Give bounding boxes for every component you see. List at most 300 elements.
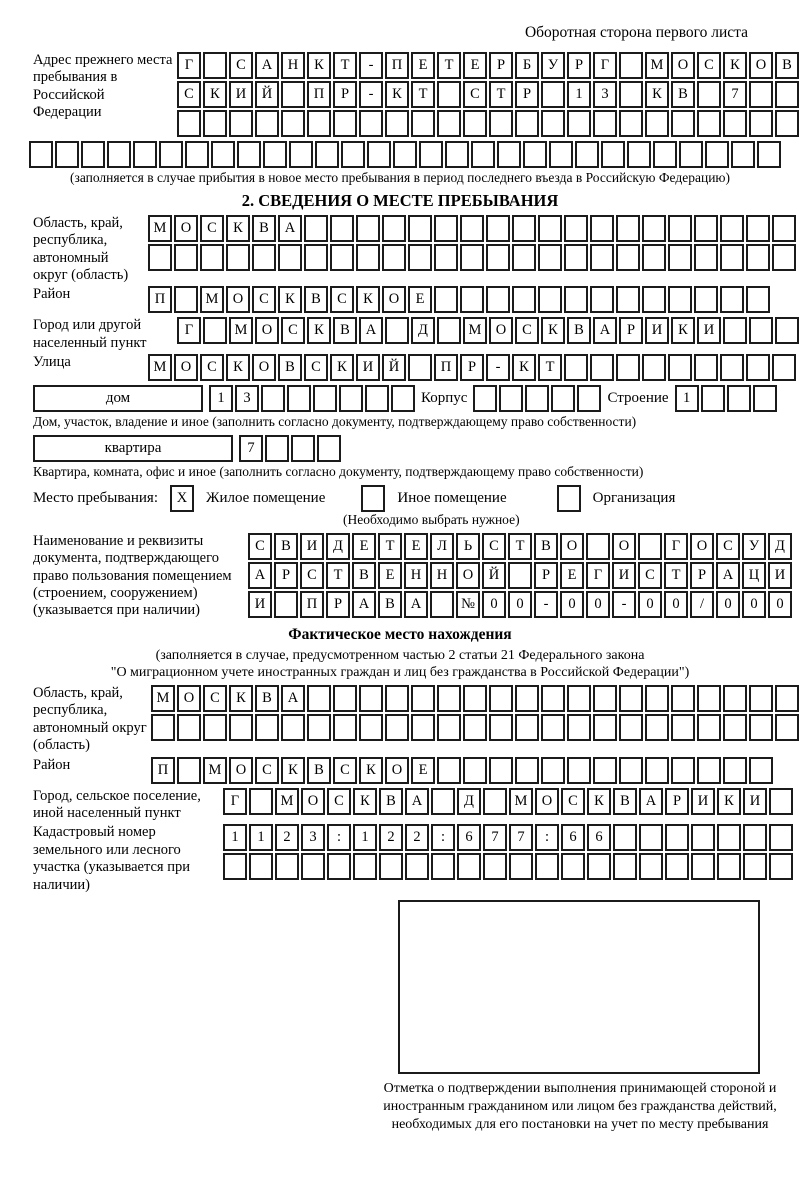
char-cell[interactable]: [463, 714, 487, 741]
char-cell[interactable]: С: [482, 533, 506, 560]
char-cell[interactable]: С: [203, 685, 227, 712]
char-cell[interactable]: С: [252, 286, 276, 313]
char-cell[interactable]: [411, 714, 435, 741]
char-cell[interactable]: [749, 685, 773, 712]
char-cell[interactable]: [317, 435, 341, 462]
char-cell[interactable]: [665, 824, 689, 851]
char-cell[interactable]: А: [716, 562, 740, 589]
char-cell[interactable]: [535, 853, 559, 880]
char-cell[interactable]: Й: [482, 562, 506, 589]
char-cell[interactable]: [489, 685, 513, 712]
char-cell[interactable]: У: [541, 52, 565, 79]
char-cell[interactable]: [619, 685, 643, 712]
char-cell[interactable]: [473, 385, 497, 412]
char-cell[interactable]: С: [177, 81, 201, 108]
char-cell[interactable]: [515, 757, 539, 784]
char-cell[interactable]: В: [352, 562, 376, 589]
char-cell[interactable]: [385, 685, 409, 712]
char-cell[interactable]: [723, 685, 747, 712]
char-cell[interactable]: О: [255, 317, 279, 344]
char-cell[interactable]: [593, 714, 617, 741]
char-cell[interactable]: Е: [378, 562, 402, 589]
char-cell[interactable]: [694, 244, 718, 271]
char-cell[interactable]: [772, 215, 796, 242]
char-cell[interactable]: В: [613, 788, 637, 815]
char-cell[interactable]: 7: [509, 824, 533, 851]
char-cell[interactable]: [538, 215, 562, 242]
char-cell[interactable]: [301, 853, 325, 880]
char-cell[interactable]: [694, 215, 718, 242]
char-cell[interactable]: [749, 110, 773, 137]
char-cell[interactable]: О: [382, 286, 406, 313]
char-cell[interactable]: К: [307, 52, 331, 79]
char-cell[interactable]: В: [775, 52, 799, 79]
char-cell[interactable]: А: [639, 788, 663, 815]
char-cell[interactable]: [483, 853, 507, 880]
char-cell[interactable]: 3: [301, 824, 325, 851]
char-cell[interactable]: Д: [768, 533, 792, 560]
char-cell[interactable]: [29, 141, 53, 168]
char-cell[interactable]: К: [226, 354, 250, 381]
char-cell[interactable]: [281, 110, 305, 137]
char-cell[interactable]: [133, 141, 157, 168]
char-cell[interactable]: Г: [177, 52, 201, 79]
char-cell[interactable]: [200, 244, 224, 271]
char-cell[interactable]: [356, 215, 380, 242]
char-cell[interactable]: 3: [235, 385, 259, 412]
char-cell[interactable]: [353, 853, 377, 880]
char-cell[interactable]: [408, 354, 432, 381]
char-cell[interactable]: Ц: [742, 562, 766, 589]
char-cell[interactable]: [177, 110, 201, 137]
char-cell[interactable]: [359, 714, 383, 741]
char-cell[interactable]: [561, 853, 585, 880]
char-cell[interactable]: 6: [587, 824, 611, 851]
char-cell[interactable]: С: [333, 757, 357, 784]
char-cell[interactable]: А: [255, 52, 279, 79]
char-cell[interactable]: 1: [209, 385, 233, 412]
char-cell[interactable]: А: [248, 562, 272, 589]
char-cell[interactable]: [499, 385, 523, 412]
char-cell[interactable]: И: [691, 788, 715, 815]
char-cell[interactable]: К: [229, 685, 253, 712]
char-cell[interactable]: [265, 435, 289, 462]
char-cell[interactable]: [564, 354, 588, 381]
char-cell[interactable]: [769, 853, 793, 880]
char-cell[interactable]: К: [717, 788, 741, 815]
char-cell[interactable]: Т: [411, 81, 435, 108]
char-cell[interactable]: 1: [675, 385, 699, 412]
char-cell[interactable]: А: [593, 317, 617, 344]
char-cell[interactable]: [679, 141, 703, 168]
char-cell[interactable]: К: [281, 757, 305, 784]
char-cell[interactable]: С: [716, 533, 740, 560]
char-cell[interactable]: П: [434, 354, 458, 381]
char-cell[interactable]: [642, 354, 666, 381]
char-cell[interactable]: [330, 215, 354, 242]
char-cell[interactable]: Й: [255, 81, 279, 108]
char-cell[interactable]: 2: [379, 824, 403, 851]
char-cell[interactable]: Р: [619, 317, 643, 344]
char-cell[interactable]: [642, 215, 666, 242]
char-cell[interactable]: [590, 286, 614, 313]
char-cell[interactable]: А: [404, 591, 428, 618]
char-cell[interactable]: [107, 141, 131, 168]
char-cell[interactable]: И: [248, 591, 272, 618]
char-cell[interactable]: И: [229, 81, 253, 108]
char-cell[interactable]: [203, 52, 227, 79]
char-cell[interactable]: [639, 824, 663, 851]
char-cell[interactable]: Т: [333, 52, 357, 79]
char-cell[interactable]: [549, 141, 573, 168]
char-cell[interactable]: [431, 788, 455, 815]
char-cell[interactable]: 0: [586, 591, 610, 618]
char-cell[interactable]: И: [612, 562, 636, 589]
char-cell[interactable]: [541, 757, 565, 784]
char-cell[interactable]: [551, 385, 575, 412]
char-cell[interactable]: В: [278, 354, 302, 381]
char-cell[interactable]: [593, 757, 617, 784]
char-cell[interactable]: М: [148, 215, 172, 242]
char-cell[interactable]: Р: [690, 562, 714, 589]
char-cell[interactable]: К: [278, 286, 302, 313]
char-cell[interactable]: [489, 757, 513, 784]
char-cell[interactable]: [775, 110, 799, 137]
char-cell[interactable]: И: [645, 317, 669, 344]
char-cell[interactable]: О: [612, 533, 636, 560]
char-cell[interactable]: [619, 757, 643, 784]
char-cell[interactable]: [434, 244, 458, 271]
char-cell[interactable]: Н: [281, 52, 305, 79]
char-cell[interactable]: [593, 110, 617, 137]
char-cell[interactable]: У: [742, 533, 766, 560]
char-cell[interactable]: 6: [561, 824, 585, 851]
char-cell[interactable]: [668, 354, 692, 381]
char-cell[interactable]: [586, 533, 610, 560]
char-cell[interactable]: [746, 286, 770, 313]
char-cell[interactable]: [642, 244, 666, 271]
char-cell[interactable]: Е: [408, 286, 432, 313]
char-cell[interactable]: Р: [333, 81, 357, 108]
char-cell[interactable]: [437, 714, 461, 741]
char-cell[interactable]: [263, 141, 287, 168]
char-cell[interactable]: [151, 714, 175, 741]
char-cell[interactable]: [743, 853, 767, 880]
char-cell[interactable]: [645, 757, 669, 784]
char-cell[interactable]: К: [587, 788, 611, 815]
char-cell[interactable]: [359, 685, 383, 712]
char-cell[interactable]: П: [148, 286, 172, 313]
char-cell[interactable]: [304, 215, 328, 242]
char-cell[interactable]: [717, 853, 741, 880]
char-cell[interactable]: [642, 286, 666, 313]
char-cell[interactable]: [471, 141, 495, 168]
char-cell[interactable]: К: [203, 81, 227, 108]
char-cell[interactable]: №: [456, 591, 480, 618]
char-cell[interactable]: [437, 317, 461, 344]
char-cell[interactable]: [229, 110, 253, 137]
char-cell[interactable]: [515, 685, 539, 712]
char-cell[interactable]: [749, 714, 773, 741]
char-cell[interactable]: [307, 685, 331, 712]
char-cell[interactable]: [523, 141, 547, 168]
char-cell[interactable]: С: [697, 52, 721, 79]
char-cell[interactable]: С: [229, 52, 253, 79]
char-cell[interactable]: [671, 110, 695, 137]
char-cell[interactable]: [359, 110, 383, 137]
char-cell[interactable]: [307, 714, 331, 741]
char-cell[interactable]: [159, 141, 183, 168]
char-cell[interactable]: М: [200, 286, 224, 313]
char-cell[interactable]: С: [463, 81, 487, 108]
char-cell[interactable]: [330, 244, 354, 271]
char-cell[interactable]: Р: [460, 354, 484, 381]
char-cell[interactable]: [486, 244, 510, 271]
char-cell[interactable]: :: [431, 824, 455, 851]
char-cell[interactable]: Л: [430, 533, 454, 560]
char-cell[interactable]: [434, 215, 458, 242]
char-cell[interactable]: [515, 714, 539, 741]
char-cell[interactable]: П: [307, 81, 331, 108]
char-cell[interactable]: Б: [515, 52, 539, 79]
char-cell[interactable]: [249, 853, 273, 880]
char-cell[interactable]: О: [489, 317, 513, 344]
char-cell[interactable]: Р: [489, 52, 513, 79]
char-cell[interactable]: [668, 244, 692, 271]
char-cell[interactable]: [638, 533, 662, 560]
char-cell[interactable]: [315, 141, 339, 168]
char-cell[interactable]: [237, 141, 261, 168]
char-cell[interactable]: [645, 685, 669, 712]
char-cell[interactable]: [587, 853, 611, 880]
char-cell[interactable]: К: [385, 81, 409, 108]
char-cell[interactable]: [460, 286, 484, 313]
char-cell[interactable]: [430, 591, 454, 618]
char-cell[interactable]: О: [174, 354, 198, 381]
char-cell[interactable]: [229, 714, 253, 741]
char-cell[interactable]: [304, 244, 328, 271]
char-cell[interactable]: [749, 757, 773, 784]
char-cell[interactable]: [333, 714, 357, 741]
char-cell[interactable]: Е: [411, 52, 435, 79]
char-cell[interactable]: [437, 110, 461, 137]
char-cell[interactable]: [486, 215, 510, 242]
char-cell[interactable]: 2: [405, 824, 429, 851]
char-cell[interactable]: 0: [482, 591, 506, 618]
char-cell[interactable]: [645, 714, 669, 741]
char-cell[interactable]: [255, 110, 279, 137]
char-cell[interactable]: 7: [483, 824, 507, 851]
char-cell[interactable]: Г: [593, 52, 617, 79]
char-cell[interactable]: [668, 215, 692, 242]
char-cell[interactable]: [538, 286, 562, 313]
char-cell[interactable]: 0: [508, 591, 532, 618]
char-cell[interactable]: [757, 141, 781, 168]
char-cell[interactable]: [437, 81, 461, 108]
char-cell[interactable]: [275, 853, 299, 880]
char-cell[interactable]: С: [281, 317, 305, 344]
char-cell[interactable]: А: [281, 685, 305, 712]
char-cell[interactable]: [749, 81, 773, 108]
char-cell[interactable]: М: [463, 317, 487, 344]
char-cell[interactable]: [616, 286, 640, 313]
char-cell[interactable]: [541, 685, 565, 712]
char-cell[interactable]: [382, 215, 406, 242]
char-cell[interactable]: [391, 385, 415, 412]
char-cell[interactable]: [575, 141, 599, 168]
char-cell[interactable]: [720, 286, 744, 313]
char-cell[interactable]: О: [226, 286, 250, 313]
char-cell[interactable]: [278, 244, 302, 271]
char-cell[interactable]: [645, 110, 669, 137]
char-cell[interactable]: [489, 110, 513, 137]
char-cell[interactable]: [567, 685, 591, 712]
char-cell[interactable]: [174, 286, 198, 313]
char-cell[interactable]: [327, 853, 351, 880]
char-cell[interactable]: [460, 215, 484, 242]
char-cell[interactable]: [590, 354, 614, 381]
char-cell[interactable]: [577, 385, 601, 412]
char-cell[interactable]: Ь: [456, 533, 480, 560]
char-cell[interactable]: [775, 714, 799, 741]
char-cell[interactable]: Е: [411, 757, 435, 784]
char-cell[interactable]: 6: [457, 824, 481, 851]
char-cell[interactable]: [307, 110, 331, 137]
char-cell[interactable]: [749, 317, 773, 344]
char-cell[interactable]: [281, 714, 305, 741]
char-cell[interactable]: [697, 81, 721, 108]
char-cell[interactable]: О: [385, 757, 409, 784]
char-cell[interactable]: А: [405, 788, 429, 815]
char-cell[interactable]: [743, 824, 767, 851]
char-cell[interactable]: [538, 244, 562, 271]
char-cell[interactable]: Г: [664, 533, 688, 560]
char-cell[interactable]: М: [509, 788, 533, 815]
char-cell[interactable]: [619, 110, 643, 137]
char-cell[interactable]: [619, 714, 643, 741]
char-cell[interactable]: [720, 244, 744, 271]
char-cell[interactable]: [379, 853, 403, 880]
char-cell[interactable]: [281, 81, 305, 108]
char-cell[interactable]: В: [379, 788, 403, 815]
char-cell[interactable]: С: [200, 215, 224, 242]
char-cell[interactable]: 7: [239, 435, 263, 462]
char-cell[interactable]: 0: [638, 591, 662, 618]
char-cell[interactable]: [177, 714, 201, 741]
char-cell[interactable]: 0: [742, 591, 766, 618]
char-cell[interactable]: К: [226, 215, 250, 242]
char-cell[interactable]: [185, 141, 209, 168]
char-cell[interactable]: [460, 244, 484, 271]
char-cell[interactable]: Р: [274, 562, 298, 589]
char-cell[interactable]: [408, 244, 432, 271]
char-cell[interactable]: -: [486, 354, 510, 381]
char-cell[interactable]: 0: [560, 591, 584, 618]
char-cell[interactable]: [541, 81, 565, 108]
char-cell[interactable]: [508, 562, 532, 589]
char-cell[interactable]: [697, 685, 721, 712]
char-cell[interactable]: М: [229, 317, 253, 344]
char-cell[interactable]: [775, 81, 799, 108]
char-cell[interactable]: К: [512, 354, 536, 381]
char-cell[interactable]: -: [359, 81, 383, 108]
char-cell[interactable]: [691, 824, 715, 851]
char-cell[interactable]: [639, 853, 663, 880]
char-cell[interactable]: С: [304, 354, 328, 381]
char-cell[interactable]: [255, 714, 279, 741]
char-cell[interactable]: Р: [326, 591, 350, 618]
char-cell[interactable]: [769, 788, 793, 815]
char-cell[interactable]: А: [278, 215, 302, 242]
char-cell[interactable]: [616, 354, 640, 381]
char-cell[interactable]: С: [638, 562, 662, 589]
char-cell[interactable]: [463, 757, 487, 784]
char-cell[interactable]: [619, 52, 643, 79]
char-cell[interactable]: 0: [664, 591, 688, 618]
char-cell[interactable]: 7: [723, 81, 747, 108]
char-cell[interactable]: Е: [352, 533, 376, 560]
char-cell[interactable]: М: [275, 788, 299, 815]
char-cell[interactable]: С: [248, 533, 272, 560]
char-cell[interactable]: [489, 714, 513, 741]
char-cell[interactable]: [723, 110, 747, 137]
char-cell[interactable]: 1: [567, 81, 591, 108]
char-cell[interactable]: [668, 286, 692, 313]
char-cell[interactable]: [613, 824, 637, 851]
char-cell[interactable]: [289, 141, 313, 168]
char-cell[interactable]: О: [301, 788, 325, 815]
char-cell[interactable]: [694, 354, 718, 381]
char-cell[interactable]: [564, 215, 588, 242]
char-cell[interactable]: И: [697, 317, 721, 344]
char-cell[interactable]: О: [671, 52, 695, 79]
char-cell[interactable]: А: [352, 591, 376, 618]
char-cell[interactable]: [486, 286, 510, 313]
char-cell[interactable]: [261, 385, 285, 412]
char-cell[interactable]: О: [456, 562, 480, 589]
char-cell[interactable]: [497, 141, 521, 168]
char-cell[interactable]: [512, 286, 536, 313]
char-cell[interactable]: С: [300, 562, 324, 589]
char-cell[interactable]: О: [749, 52, 773, 79]
char-cell[interactable]: О: [560, 533, 584, 560]
char-cell[interactable]: [590, 244, 614, 271]
char-cell[interactable]: [483, 788, 507, 815]
char-cell[interactable]: К: [307, 317, 331, 344]
char-cell[interactable]: [55, 141, 79, 168]
char-cell[interactable]: 0: [716, 591, 740, 618]
char-cell[interactable]: [590, 215, 614, 242]
char-cell[interactable]: С: [515, 317, 539, 344]
char-cell[interactable]: [365, 385, 389, 412]
char-cell[interactable]: Т: [538, 354, 562, 381]
char-cell[interactable]: [333, 110, 357, 137]
char-cell[interactable]: К: [330, 354, 354, 381]
char-cell[interactable]: Г: [223, 788, 247, 815]
char-cell[interactable]: :: [535, 824, 559, 851]
char-cell[interactable]: [601, 141, 625, 168]
char-cell[interactable]: Д: [457, 788, 481, 815]
char-cell[interactable]: Е: [404, 533, 428, 560]
char-cell[interactable]: [727, 385, 751, 412]
char-cell[interactable]: П: [151, 757, 175, 784]
char-cell[interactable]: [249, 788, 273, 815]
char-cell[interactable]: [382, 244, 406, 271]
char-cell[interactable]: [525, 385, 549, 412]
char-cell[interactable]: [287, 385, 311, 412]
char-cell[interactable]: М: [148, 354, 172, 381]
char-cell[interactable]: В: [252, 215, 276, 242]
